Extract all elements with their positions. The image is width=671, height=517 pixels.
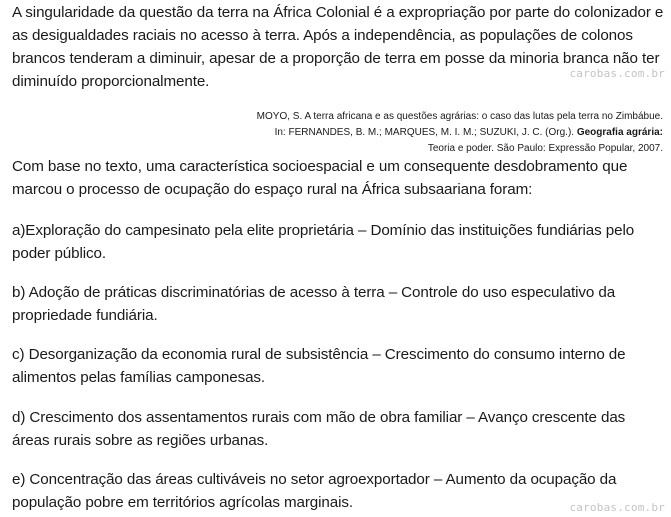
question-stem: Com base no texto, uma característica socioespacial e um consequente desdobramento que marcou o processo de ocupação do espaço rural na África subsaariana foram: bbox=[12, 158, 628, 198]
citation-line-2-prefix: In: FERNANDES, B. M.; MARQUES, M. I. M.; SUZUKI, J. C. (Org.). bbox=[274, 127, 577, 138]
option-b: b) Adoção de práticas discriminatórias de acesso à terra – Controle do uso especulativo da propriedade fundiária. bbox=[12, 284, 616, 324]
citation-line-3: Teoria e poder. São Paulo: Expressão Popular, 2007. bbox=[427, 143, 663, 154]
intro-paragraph: A singularidade da questão da terra na África Colonial é a expropriação por parte do colonizador e as desigualdades raciais no acesso à terra. Após a independência, as populações de colonos brancos tenderam a diminuir, apesar de a proporção de terra em posse da minoria branca não ter diminuído proporcionalmente. bbox=[12, 4, 664, 90]
citation-line-1: MOYO, S. A terra africana e as questões agrárias: o caso das lutas pela terra no Zimbábue. bbox=[256, 111, 663, 122]
option-e: e) Concentração das áreas cultiváveis no setor agroexportador – Aumento da ocupação da população pobre em territórios agrícolas marginais. bbox=[12, 471, 617, 511]
watermark-top: carobas.com.br bbox=[569, 67, 665, 80]
option-c: c) Desorganização da economia rural de subsistência – Crescimento do consumo interno de alimentos pelas famílias camponesas. bbox=[12, 346, 626, 386]
option-d: d) Crescimento dos assentamentos rurais com mão de obra familiar – Avanço crescente das áreas rurais sobre as regiões urbanas. bbox=[12, 409, 626, 449]
citation-book-title: Geografia agrária: bbox=[576, 127, 663, 138]
watermark-bottom: carobas.com.br bbox=[569, 501, 665, 514]
citation-line-2 bbox=[103, 125, 663, 141]
citation-block bbox=[103, 109, 663, 157]
option-a: a)Exploração do campesinato pela elite proprietária – Domínio das instituições fundiárias pelo poder público. bbox=[12, 222, 635, 262]
